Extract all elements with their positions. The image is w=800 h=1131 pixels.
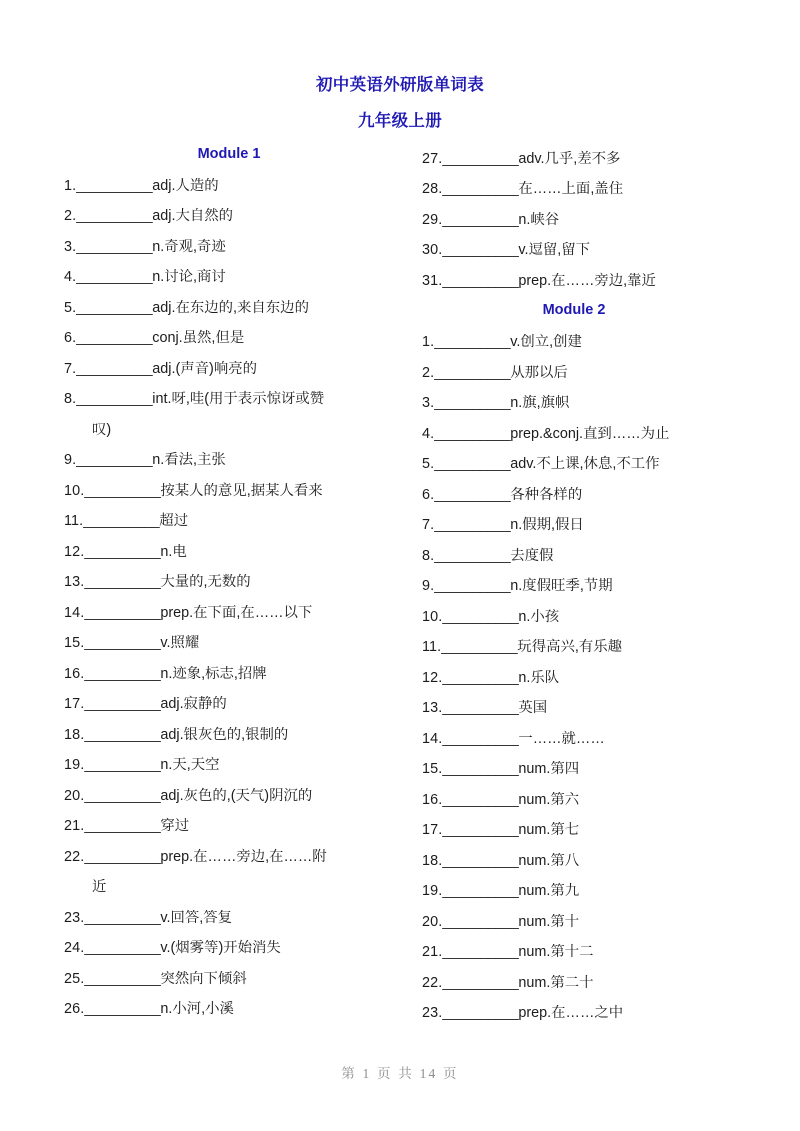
entry-number: 5. [422,456,435,473]
entry-gloss: prep.在……旁边,在……附 [160,848,327,865]
answer-blank[interactable]: __________ [434,364,511,381]
vocab-entry [422,632,754,663]
vocab-entry [422,785,754,816]
entry-gloss: 按某人的意见,据某人看来 [160,482,323,499]
answer-blank[interactable]: __________ [84,818,161,835]
vocab-entry [422,510,754,541]
entry-gloss: n.小河,小溪 [160,1001,234,1018]
vocab-entry [64,171,394,202]
vocab-entry [422,266,754,297]
entry-gloss: n.看法,主张 [152,452,226,469]
vocab-entry [422,815,754,846]
entry-gloss: 突然向下倾斜 [160,970,247,987]
answer-blank[interactable]: __________ [76,452,153,469]
entry-gloss: num.第二十 [518,974,594,991]
answer-blank[interactable]: __________ [84,757,161,774]
vocab-entry [64,933,394,964]
answer-blank[interactable]: __________ [84,726,161,743]
page-footer: 第 1 页 共 14 页 [341,1066,459,1081]
entry-gloss: adj.寂静的 [160,696,227,713]
vocab-entry [64,628,394,659]
entry-number: 8. [422,547,435,564]
answer-blank[interactable]: __________ [84,940,161,957]
answer-blank[interactable]: __________ [442,730,519,747]
entry-number: 1. [64,177,77,194]
answer-blank[interactable]: __________ [84,970,161,987]
entry-gloss: num.第十 [518,913,580,930]
entry-number: 14. [64,604,85,621]
entry-number: 18. [422,852,443,869]
vocab-entry [64,201,394,232]
entry-number: 17. [422,822,443,839]
answer-blank[interactable]: __________ [434,334,511,351]
entry-gloss: n.天,天空 [160,757,220,774]
answer-blank[interactable]: __________ [84,635,161,652]
vocab-entry [64,262,394,293]
vocab-entry [422,174,754,205]
answer-blank[interactable]: __________ [442,822,519,839]
entry-number: 16. [422,791,443,808]
entry-gloss: num.第四 [518,761,580,778]
answer-blank[interactable]: __________ [84,848,161,865]
entry-gloss: adj.人造的 [152,177,219,194]
answer-blank[interactable]: __________ [76,208,153,225]
vocab-entry [422,358,754,389]
vocab-entry [422,388,754,419]
vocab-entry [422,663,754,694]
vocab-entry [422,449,754,480]
entry-gloss: adj.大自然的 [152,208,234,225]
vocab-entry [422,205,754,236]
entry-gloss: 从那以后 [510,364,568,381]
answer-blank[interactable]: __________ [434,425,511,442]
answer-blank[interactable]: __________ [442,700,519,717]
entry-gloss: adj.在东边的,来自东边的 [152,299,309,316]
vocab-entry [422,846,754,877]
entry-gloss: n.乐队 [518,669,560,686]
entry-number: 2. [64,208,77,225]
entry-number: 9. [64,452,77,469]
entry-number: 22. [422,974,443,991]
entry-gloss-continuation: 近 [92,879,107,896]
entry-number: 3. [422,395,435,412]
vocab-entry [422,144,754,175]
entry-gloss: n.假期,假日 [510,517,584,534]
answer-blank[interactable]: __________ [442,608,519,625]
entry-gloss: n.小孩 [518,608,560,625]
answer-blank[interactable]: __________ [434,547,511,564]
entry-number: 9. [422,578,435,595]
answer-blank[interactable]: __________ [84,696,161,713]
answer-blank[interactable]: __________ [442,272,519,289]
entry-gloss: n.峡谷 [518,211,560,228]
entry-number: 10. [422,608,443,625]
entry-gloss-continuation: 叹) [92,421,112,438]
entry-number: 11. [64,513,84,530]
vocab-entry [64,567,394,598]
entry-gloss: num.第九 [518,883,580,900]
module-heading-module-2: Module 2 [542,302,606,319]
left-entry-list [64,171,394,1025]
answer-blank[interactable]: __________ [76,330,153,347]
entry-gloss: adj.灰色的,(天气)阴沉的 [160,787,313,804]
entry-gloss: prep.在……旁边,靠近 [518,272,656,289]
entry-gloss: n.电 [160,543,187,560]
answer-blank[interactable]: __________ [442,913,519,930]
vocab-entry [64,476,394,507]
vocab-entry [64,903,394,934]
title-block [0,0,800,132]
entry-number: 12. [64,543,85,560]
vocab-entry [64,293,394,324]
entry-gloss: adv.几乎,差不多 [518,150,621,167]
left-column [64,144,404,1025]
two-column-body [0,144,800,1029]
entry-number: 27. [422,150,443,167]
answer-blank[interactable]: __________ [441,639,518,656]
entry-number: 4. [64,269,77,286]
answer-blank[interactable]: __________ [84,604,161,621]
vocab-entry [422,754,754,785]
vocab-entry [64,323,394,354]
entry-number: 1. [422,334,435,351]
answer-blank[interactable]: __________ [442,883,519,900]
entry-number: 5. [64,299,77,316]
entry-gloss: v.逗留,留下 [518,242,591,259]
answer-blank[interactable]: __________ [442,211,519,228]
entry-gloss: v.照耀 [160,635,200,652]
vocab-entry [422,937,754,968]
entry-gloss: 玩得高兴,有乐趣 [517,639,623,656]
entry-number: 20. [422,913,443,930]
vocab-entry [422,419,754,450]
entry-number: 2. [422,364,435,381]
vocab-entry [64,842,394,873]
entry-number: 8. [64,391,77,408]
entry-number: 31. [422,272,443,289]
entry-number: 7. [422,517,435,534]
entry-number: 13. [64,574,85,591]
vocab-entry [422,480,754,511]
entry-gloss: num.第七 [518,822,580,839]
answer-blank[interactable]: __________ [84,787,161,804]
vocab-entry [422,724,754,755]
answer-blank[interactable]: __________ [76,269,153,286]
answer-blank[interactable]: __________ [442,242,519,259]
answer-blank[interactable]: __________ [442,852,519,869]
entry-gloss: 英国 [518,700,548,717]
answer-blank[interactable]: __________ [84,909,161,926]
entry-number: 28. [422,181,443,198]
entry-number: 12. [422,669,443,686]
right-column [404,144,754,1029]
answer-blank[interactable]: __________ [442,1005,519,1022]
vocab-entry [64,720,394,751]
answer-blank[interactable]: __________ [434,578,511,595]
entry-gloss: 超过 [159,513,189,530]
entry-number: 11. [422,639,442,656]
answer-blank[interactable]: __________ [76,238,153,255]
module-heading-module-1: Module 1 [197,145,261,162]
answer-blank[interactable]: __________ [442,669,519,686]
entry-number: 21. [64,818,85,835]
entry-gloss: 一……就…… [518,730,605,747]
entry-gloss: 去度假 [510,547,554,564]
vocab-entry [64,964,394,995]
answer-blank[interactable]: __________ [434,395,511,412]
vocab-entry [422,327,754,358]
entry-number: 18. [64,726,85,743]
entry-number: 4. [422,425,435,442]
entry-number: 23. [64,909,85,926]
entry-number: 6. [64,330,77,347]
entry-gloss: v.创立,创建 [510,334,582,351]
entry-number: 16. [64,665,85,682]
entry-gloss: num.第六 [518,791,580,808]
vocab-entry [64,689,394,720]
answer-blank[interactable]: __________ [76,360,153,377]
vocab-entry [422,571,754,602]
entry-number: 14. [422,730,443,747]
entry-number: 21. [422,944,443,961]
answer-blank[interactable]: __________ [434,456,511,473]
vocab-entry [422,998,754,1029]
vocab-entry [64,811,394,842]
entry-gloss: num.第十二 [518,944,594,961]
entry-number: 19. [64,757,85,774]
entry-number: 19. [422,883,443,900]
entry-gloss: 大量的,无数的 [160,574,251,591]
entry-gloss: adj.银灰色的,银制的 [160,726,289,743]
answer-blank[interactable]: __________ [442,150,519,167]
vocab-entry [64,232,394,263]
vocab-entry [422,235,754,266]
entry-number: 29. [422,211,443,228]
answer-blank[interactable]: __________ [442,761,519,778]
answer-blank[interactable]: __________ [76,391,153,408]
answer-blank[interactable]: __________ [442,791,519,808]
entry-gloss: n.度假旺季,节期 [510,578,613,595]
entry-gloss: n.奇观,奇迹 [152,238,226,255]
answer-blank[interactable]: __________ [84,574,161,591]
answer-blank[interactable]: __________ [84,1001,161,1018]
vocab-entry [64,659,394,690]
entry-number: 17. [64,696,85,713]
vocab-entry [64,384,394,415]
entry-gloss: adv.不上课,休息,不工作 [510,456,660,473]
vocab-entry [64,781,394,812]
vocab-entry [64,506,394,537]
entry-number: 24. [64,940,85,957]
entry-gloss: prep.在下面,在……以下 [160,604,313,621]
vocab-entry [64,354,394,385]
answer-blank[interactable]: __________ [442,974,519,991]
entry-gloss: prep.在……之中 [518,1005,624,1022]
entry-number: 26. [64,1001,85,1018]
entry-number: 10. [64,482,85,499]
entry-gloss: int.呀,哇(用于表示惊讶或赞 [152,391,325,408]
vocab-entry [64,994,394,1025]
page-title: 初中英语外研版单词表 [316,76,484,94]
vocab-entry [64,750,394,781]
vocab-entry [422,907,754,938]
answer-blank[interactable]: __________ [84,543,161,560]
entry-number: 25. [64,970,85,987]
vocab-entry [422,693,754,724]
vocab-entry [422,602,754,633]
entry-number: 23. [422,1005,443,1022]
answer-blank[interactable]: __________ [442,944,519,961]
entry-number: 13. [422,700,443,717]
entry-gloss: n.旗,旗帜 [510,395,570,412]
entry-gloss: n.讨论,商讨 [152,269,226,286]
vocab-entry [64,445,394,476]
right-entry-list [422,327,754,1029]
answer-blank[interactable]: __________ [434,517,511,534]
entry-gloss: prep.&conj.直到……为止 [510,425,670,442]
entry-gloss: num.第八 [518,852,580,869]
vocab-entry [64,537,394,568]
entry-gloss: v.(烟雾等)开始消失 [160,940,281,957]
page-subtitle: 九年级上册 [358,111,442,130]
entry-gloss: 在……上面,盖住 [518,181,624,198]
vocab-entry [422,876,754,907]
entry-gloss: v.回答,答复 [160,909,233,926]
vocab-entry [422,541,754,572]
answer-blank[interactable]: __________ [76,177,153,194]
vocab-entry [64,598,394,629]
entry-gloss: 各种各样的 [510,486,583,503]
answer-blank[interactable]: __________ [83,513,160,530]
vocab-entry [422,968,754,999]
entry-gloss: n.迹象,标志,招牌 [160,665,267,682]
entry-number: 30. [422,242,443,259]
entry-number: 7. [64,360,77,377]
entry-number: 3. [64,238,77,255]
entry-number: 22. [64,848,85,865]
answer-blank[interactable]: __________ [76,299,153,316]
answer-blank[interactable]: __________ [84,482,161,499]
entry-number: 15. [422,761,443,778]
entry-number: 15. [64,635,85,652]
answer-blank[interactable]: __________ [442,181,519,198]
answer-blank[interactable]: __________ [84,665,161,682]
module-1-continued-list [422,144,754,297]
entry-gloss: conj.虽然,但是 [152,330,245,347]
entry-gloss: 穿过 [160,818,190,835]
entry-number: 20. [64,787,85,804]
answer-blank[interactable]: __________ [434,486,511,503]
entry-gloss: adj.(声音)响亮的 [152,360,257,377]
entry-number: 6. [422,486,435,503]
